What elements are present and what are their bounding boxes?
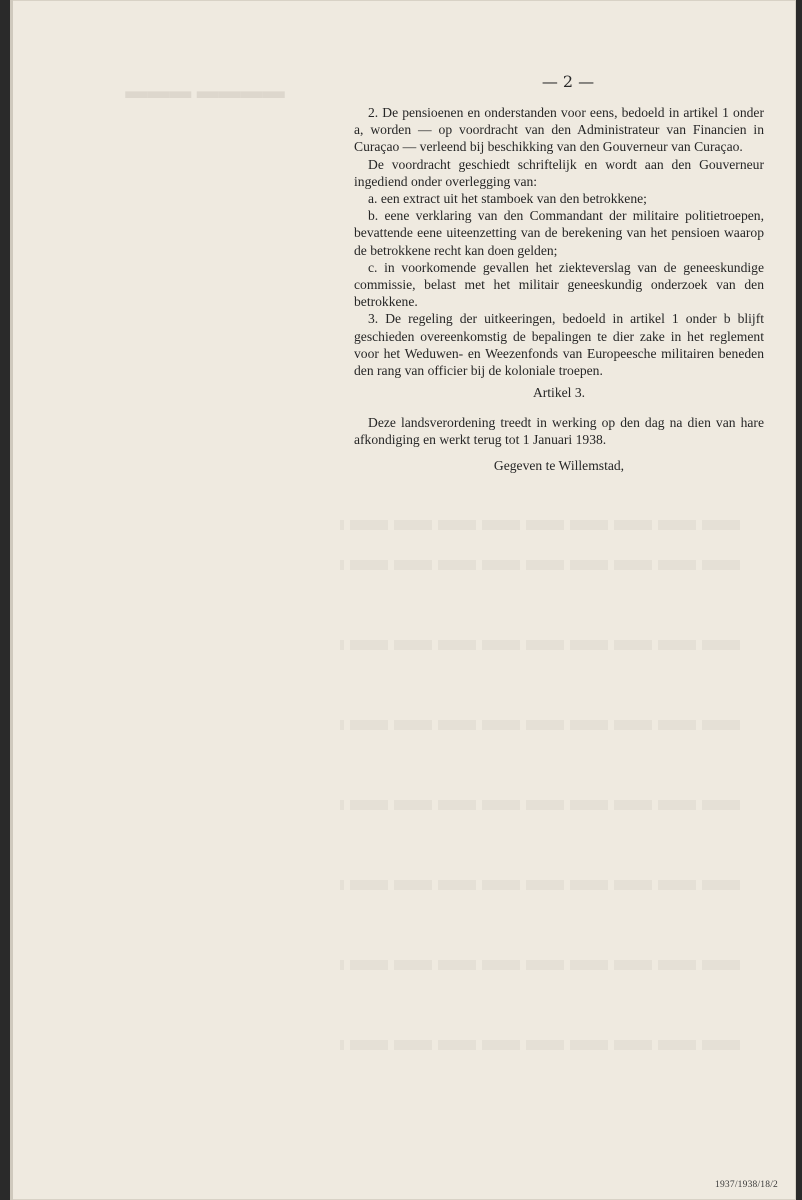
paragraph: a. een extract uit het stamboek van den betrokkene; [368,191,647,207]
bleed-through-decoration [340,520,740,530]
signing-line: Gegeven te Willemstad, [493,458,625,473]
paragraph: De voordracht geschiedt schriftelijk en wordt aan den Gouverneur ingediend onder overlegging van: [354,156,764,189]
paragraph: b. eene verklaring van den Commandant der militaire politietroepen, bevattende eene uiteenzetting van de berekening van het pensioen waarop de betrokkene recht kan doen gelden; [354,208,764,258]
bleed-through-decoration [340,800,740,810]
article-2-body [354,104,764,379]
bleed-through-decoration [340,560,740,570]
page-edge [10,0,13,1200]
paragraph: 2. De pensioenen en onderstanden voor eens, bedoeld in artikel 1 onder a, worden — op voordracht van den Administrateur van Financien in Curaçao — verleend bij beschikking van den Gouverneur van Curaçao. [354,105,764,155]
bleed-through-decoration [340,640,740,650]
page-number: — 2 — [541,72,595,91]
bleed-through-decoration [340,880,740,890]
document-page [10,0,796,1200]
bleed-through-decoration [340,720,740,730]
paragraph: Deze landsverordening treedt in werking op den dag na dien van hare afkondiging en werkt terug tot 1 Januari 1938. [354,415,764,448]
footer-code: 1937/1938/18/2 [715,1180,778,1190]
bleed-through-decoration [340,1040,740,1050]
bleed-through-decoration [340,960,740,970]
bleed-through-decoration: ▬▬▬▬ ▬▬▬ [125,78,285,103]
article-heading: Artikel 3. [532,385,586,400]
article-3-body [354,414,764,448]
paragraph: c. in voorkomende gevallen het ziekteverslag van de geneeskundige commissie, belast met het militair geneeskundig onderzoek van den betrokkene. [354,259,764,310]
paragraph: 3. De regeling der uitkeeringen, bedoeld in artikel 1 onder b blijft geschieden overeenkomstig de bepalingen te dier zake in het reglement voor het Weduwen- en Weezenfonds van Europeesche militairen beneden den rang van officier bij de koloniale troepen. [354,311,764,379]
